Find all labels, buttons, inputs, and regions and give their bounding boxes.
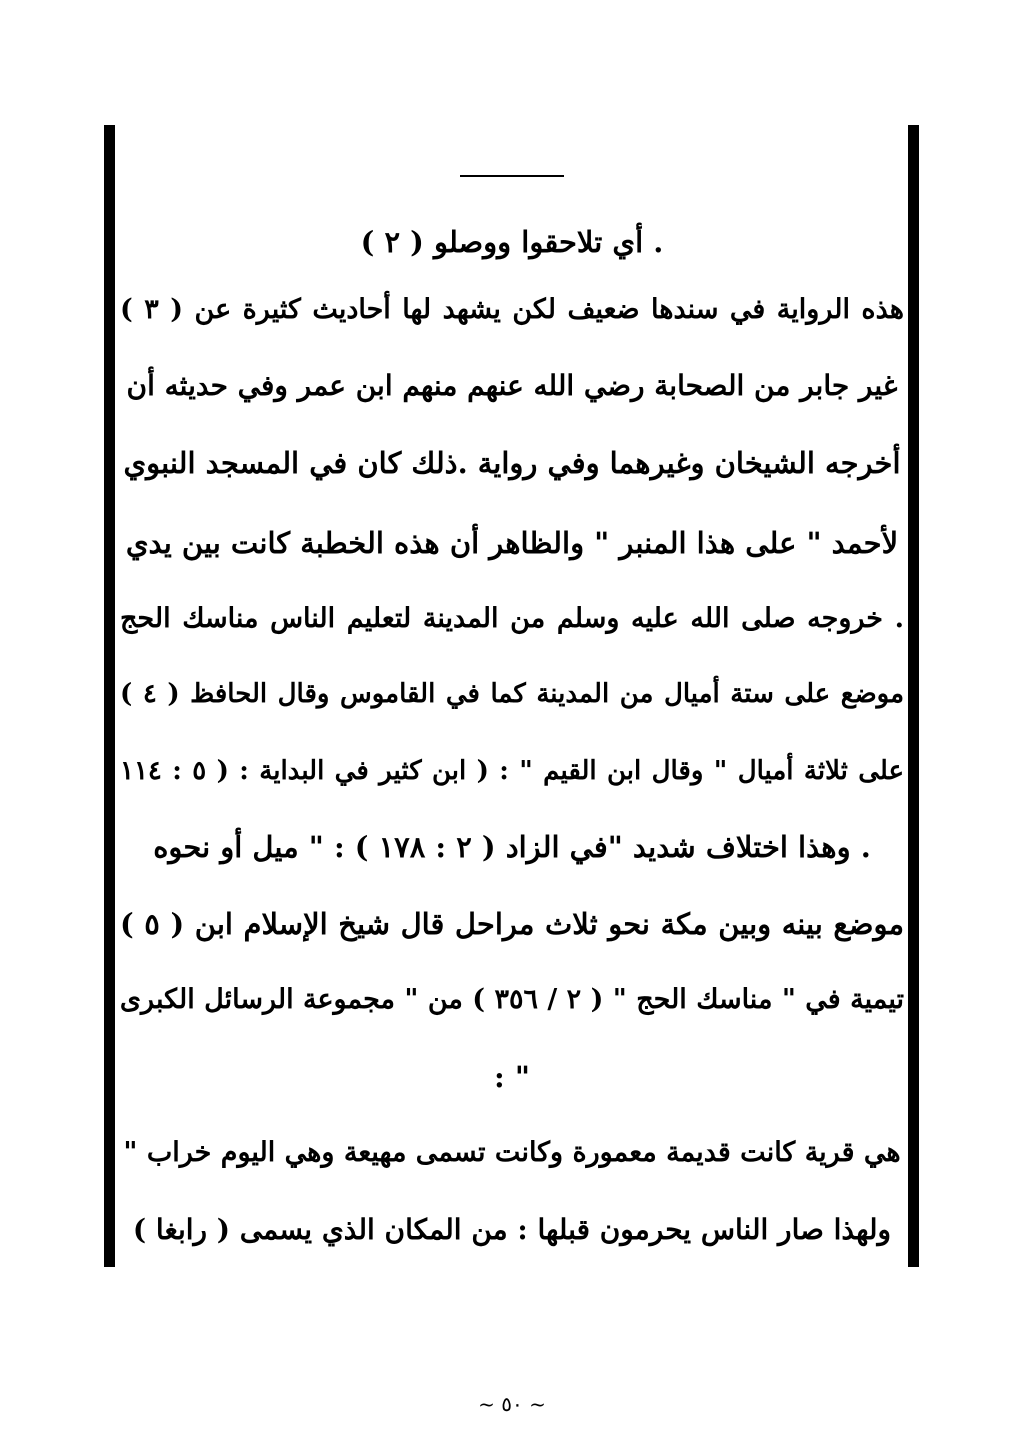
page-border-right (908, 125, 919, 1267)
footnote-line: . وهذا اختلاف شديد "في الزاد ( ٢ : ١٧٨ ) : " ميل أو نحوه (153, 830, 871, 864)
page-border-left (104, 125, 115, 1267)
footnote-line: هذه الرواية في سندها ضعيف لكن يشهد لها أحاديث كثيرة عن ( ٣ ) (120, 294, 904, 325)
footnote-line: على ثلاثة أميال " وقال ابن القيم " : ( ابن كثير في البداية : ( ٥ : ١١٤ (120, 756, 905, 786)
footnote-line: ولهذا صار الناس يحرمون قبلها : من المكان الذي يسمى ( رابغا ) (132, 1213, 892, 1246)
footnote-line: لأحمد " على هذا المنبر " والظاهر أن هذه الخطبة كانت بين يدي (125, 526, 899, 560)
footnote-line: غير جابر من الصحابة رضي الله عنهم منهم ابن عمر وفي حديثه أن (126, 369, 898, 402)
page-number: ~ ٥٠ ~ (478, 1392, 546, 1416)
footnote-line: : " (494, 1060, 530, 1094)
footnote-line: موضع على ستة أميال من المدينة كما في القاموس وقال الحافظ ( ٤ ) (120, 679, 905, 709)
footnote-line: . خروجه صلى الله عليه وسلم من المدينة لتعليم الناس مناسك الحج (120, 603, 904, 634)
footnote-line: موضع بينه وبين مكة نحو ثلاث مراحل قال شيخ الإسلام ابن ( ٥ ) (120, 907, 904, 941)
footnote-separator (460, 175, 564, 177)
footnote-line: أخرجه الشيخان وغيرهما وفي رواية .ذلك كان في المسجد النبوي (123, 446, 901, 480)
footnote-line: هي قرية كانت قديمة معمورة وكانت تسمى مهيعة وهي اليوم خراب " (123, 1137, 901, 1168)
footnote-line: . أي تلاحقوا ووصلو ( ٢ ) (360, 225, 664, 259)
footnote-line: تيمية في " مناسك الحج " ( ٢ / ٣٥٦ ) من " مجموعة الرسائل الكبرى (119, 984, 904, 1015)
